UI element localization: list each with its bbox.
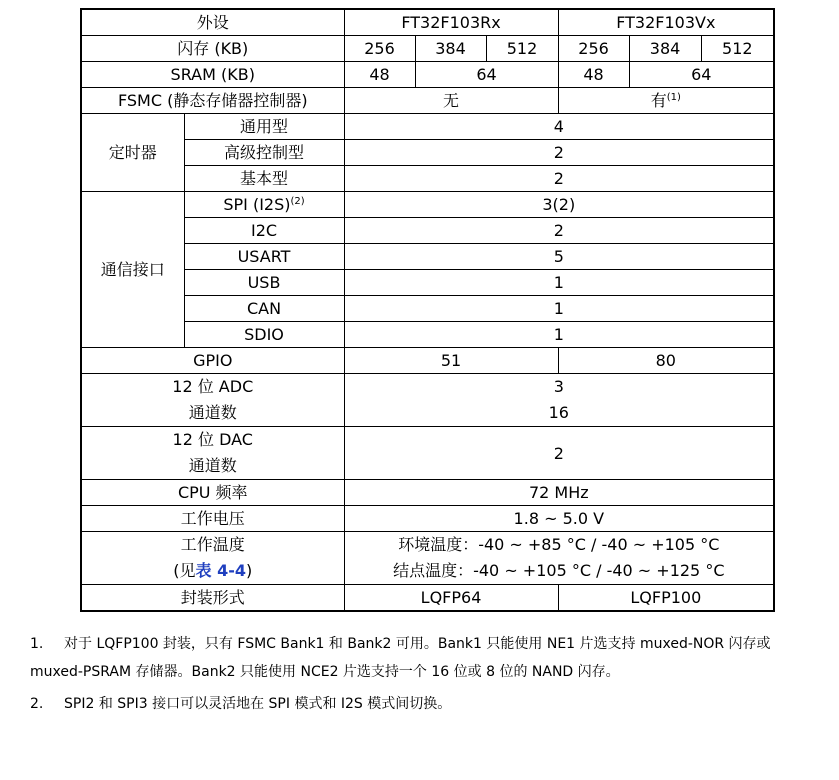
comm-group-label: 通信接口 <box>81 192 184 348</box>
gpio-label: GPIO <box>81 348 344 374</box>
footnote-ref-2: (2) <box>290 196 305 207</box>
footnote-number: 1. <box>30 636 44 652</box>
package-label: 封装形式 <box>81 585 344 612</box>
temp-value <box>344 532 774 585</box>
temp-label-line1: 工作温度 <box>180 535 245 554</box>
timer-label: 通用型 <box>184 114 344 140</box>
adc-row <box>81 374 774 427</box>
timer-value: 2 <box>344 166 774 192</box>
timer-group-label: 定时器 <box>81 114 184 192</box>
footnotes <box>30 630 820 718</box>
voltage-value: 1.8 ~ 5.0 V <box>344 506 774 532</box>
sram-row <box>81 62 774 88</box>
comm-row <box>81 296 774 322</box>
temp-label <box>81 532 344 585</box>
table-4-4-link[interactable]: 表 4-4 <box>195 561 246 580</box>
footnote-number: 2. <box>30 696 44 712</box>
timer-value: 4 <box>344 114 774 140</box>
sram-label: SRAM (KB) <box>81 62 344 88</box>
footnote-1 <box>30 630 820 658</box>
timer-row <box>81 114 774 140</box>
flash-value: 512 <box>701 36 774 62</box>
flash-label: 闪存 (KB) <box>81 36 344 62</box>
timer-row <box>81 140 774 166</box>
dac-label-line1: 12 位 DAC <box>172 430 253 449</box>
comm-row <box>81 322 774 348</box>
comm-label: USART <box>184 244 344 270</box>
fsmc-row <box>81 88 774 114</box>
footnote-2 <box>30 690 820 718</box>
flash-row <box>81 36 774 62</box>
footnote-text: 对于 LQFP100 封装，只有 FSMC Bank1 和 Bank2 可用。Bank1 只能使用 NE1 片选支持 muxed-NOR 闪存或 <box>64 636 771 652</box>
adc-label-line2: 通道数 <box>188 403 237 422</box>
comm-row <box>81 192 774 218</box>
sram-vx-a: 48 <box>558 62 629 88</box>
header-peripheral: 外设 <box>81 9 344 36</box>
comm-value: 3(2) <box>344 192 774 218</box>
comm-value: 2 <box>344 218 774 244</box>
fsmc-rx: 无 <box>344 88 558 114</box>
timer-label: 高级控制型 <box>184 140 344 166</box>
comm-label: CAN <box>184 296 344 322</box>
adc-label <box>81 374 344 427</box>
gpio-vx: 80 <box>558 348 774 374</box>
adc-label-line1: 12 位 ADC <box>172 377 254 396</box>
sram-vx-b: 64 <box>629 62 774 88</box>
header-rx: FT32F103Rx <box>344 9 558 36</box>
spi-label: SPI (I2S) <box>223 195 291 214</box>
voltage-row <box>81 506 774 532</box>
cpu-label: CPU 频率 <box>81 480 344 506</box>
comm-label: SDIO <box>184 322 344 348</box>
gpio-row <box>81 348 774 374</box>
spec-table <box>80 8 775 612</box>
adc-value-line1: 3 <box>553 377 564 396</box>
voltage-label: 工作电压 <box>81 506 344 532</box>
comm-row <box>81 244 774 270</box>
footnote-ref-1: (1) <box>666 92 681 103</box>
temp-row <box>81 532 774 585</box>
comm-value: 5 <box>344 244 774 270</box>
dac-label <box>81 427 344 480</box>
fsmc-vx <box>558 88 774 114</box>
temp-value-ambient: 环境温度：-40 ~ +85 °C / -40 ~ +105 °C <box>398 535 720 554</box>
cpu-value: 72 MHz <box>344 480 774 506</box>
temp-label-line2 <box>82 558 344 584</box>
temp-value-junction: 结点温度：-40 ~ +105 °C / -40 ~ +125 °C <box>393 561 725 580</box>
flash-value: 384 <box>415 36 486 62</box>
package-row <box>81 585 774 612</box>
comm-value: 1 <box>344 296 774 322</box>
temp-ref-open: (见 <box>173 561 196 580</box>
footnote-text: SPI2 和 SPI3 接口可以灵活地在 SPI 模式和 I2S 模式间切换。 <box>64 696 452 712</box>
dac-value: 2 <box>344 427 774 480</box>
dac-label-line2: 通道数 <box>188 456 237 475</box>
temp-ref-close: ) <box>246 561 253 580</box>
package-rx: LQFP64 <box>344 585 558 612</box>
cpu-row <box>81 480 774 506</box>
timer-value: 2 <box>344 140 774 166</box>
comm-label: I2C <box>184 218 344 244</box>
gpio-rx: 51 <box>344 348 558 374</box>
fsmc-vx-value: 有 <box>650 91 667 110</box>
adc-value <box>344 374 774 427</box>
fsmc-label: FSMC (静态存储器控制器) <box>81 88 344 114</box>
sram-rx-a: 48 <box>344 62 415 88</box>
flash-value: 512 <box>486 36 558 62</box>
flash-value: 256 <box>558 36 629 62</box>
flash-value: 256 <box>344 36 415 62</box>
footnote-1-cont: muxed-PSRAM 存储器。Bank2 只能使用 NCE2 片选支持一个 16 位或 8 位的 NAND 闪存。 <box>30 664 620 680</box>
comm-value: 1 <box>344 322 774 348</box>
comm-row <box>81 218 774 244</box>
comm-value: 1 <box>344 270 774 296</box>
comm-label-spi <box>184 192 344 218</box>
timer-row <box>81 166 774 192</box>
dac-row <box>81 427 774 480</box>
comm-label: USB <box>184 270 344 296</box>
package-vx: LQFP100 <box>558 585 774 612</box>
header-vx: FT32F103Vx <box>558 9 774 36</box>
comm-row <box>81 270 774 296</box>
header-row <box>81 9 774 36</box>
timer-label: 基本型 <box>184 166 344 192</box>
adc-value-line2: 16 <box>548 403 569 422</box>
sram-rx-b: 64 <box>415 62 558 88</box>
flash-value: 384 <box>629 36 701 62</box>
